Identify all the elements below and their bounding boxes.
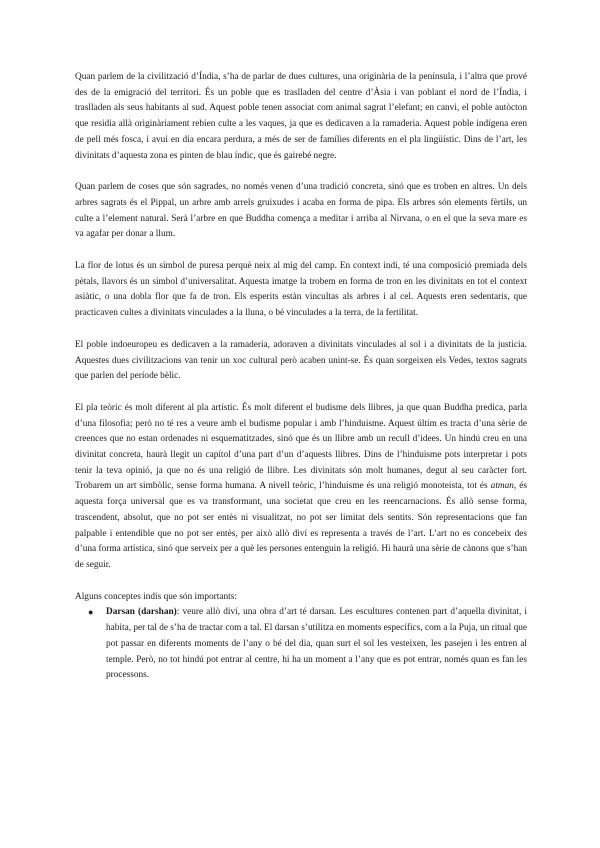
paragraph-text: El pla teòric és molt diferent al pla artístic. És molt diferent el budisme dels llibres, ja que quan Buddha predica, parla d’una filosofia; però no té res a veure amb el budisme popular i amb l’hinduisme. Aquest últim es tracta d’una sèrie de creences que no estan ordenades ni esquematitzades, sinó que és un llibre amb un recull d’idees. Un hindú creu en una divinitat concreta, haurà llegit un capítol d’una part d’un d’aquests llibres. Dins de l’hinduisme pots interpretar i pots tenir la teva opinió, ja que no és una religió de llibre. Les divinitats són molt humanes, degut al seu caràcter fort. Trobarem un art simbòlic, sense forma humana. A nivell teòric, l’hinduisme és una religió monoteista, tot és: [75, 402, 527, 492]
concepts-intro: Alguns conceptes indis que són importants:: [75, 591, 237, 602]
concept-text: : veure allò diví, una obra d’art té darsan. Les escultures contenen part d’aquella divinitat, i habita, per tal de s’ha de tractar com a tal. El darsan s’utilitza en moments específics, com a la Puja, un ritual que pot passar en diferents moments de l’any o bé del dia, quan surt el sol les vesteixen, les pasejen i les entren al temple. Però, no tot hindú pot entrar al centre, hi ha un moment a l’any que es pot entrar, només quan es fan les processons.: [106, 607, 527, 681]
bullet-icon: ●: [88, 607, 94, 618]
concepts-list: [75, 605, 527, 684]
paragraph: La flor de lotus és un símbol de puresa perquè neix al mig del camp. En context indí, té una composició premiada dels pètals, llavors és un símbol d’universalitat. Aquesta imatge la trobem en forma de tron en les divinitats en tot el context asiàtic, o una dobla flor que fa de tron. Els esperits estàn vincultas als arbres i al cel. Aquests eren sedentaris, que practicaven cultes a divinitats vinculades a la lluna, o bé vinculades a la terra, de la fertilitat.: [75, 261, 527, 319]
concept-term: Darsan (darshan): [106, 607, 177, 618]
document-page: [75, 70, 527, 684]
italic-term: atman: [490, 481, 514, 492]
paragraph: Quan parlem de coses que són sagrades, no només venen d’una tradició concreta, sinó que es troben en altres. Un dels arbres sagrats és el Pippal, un arbre amb arrels gruixudes i acaba en forma de pipa. Els arbres són elements fèrtils, un culte a l’element natural. Serà l’arbre en que Buddha comença a meditar i arriba al Nirvana, o en el que la seva mare es va agafar per donar a llum.: [75, 182, 527, 240]
list-item: [75, 605, 527, 684]
paragraph: Quan parlem de la civilització d’Índia, s’ha de parlar de dues cultures, una originària de la península, i l’altra que prové des de la emigració del territori. És un poble que es traslladen del centre d’Àsia i van poblant el nord de l’Índia, i traslladen als seus habitants al sud. Aquest poble tenen associat com animal sagrat l’elefant; en canvi, el poble autòcton que residia allà originàriament rebien culte a les vaques, ja que es dedicaven a la ramaderia. Aquest poble indígena eren de pell més fosca, i avui en dia encara perdura, a més de ser de famílies diferents en el pla lingüístic. Dins de l’art, les divinitats d’aquesta zona es pinten de blau índic, que és gairebé negre.: [75, 72, 527, 161]
paragraph: El poble indoeuropeu es dedicaven a la ramaderia, adoraven a divinitats vinculades al sol i a divinitats de la justicia. Aquestes dues civilitzacions van tenir un xoc cultural però acaben unint-se. És quan sorgeixen els Vedes, textos sagrats que parlen del període bèlic.: [75, 339, 527, 382]
paragraph: [75, 401, 527, 574]
paragraph-text: , és aquesta força universal que es va transformant, una societat que creu en les reencarnacions. És allò sense forma, trascendent, absolut, que no pot ser entès ni visualitzat, no pot ser limitat dels sentits. Són representacions que fan palpable i entendible que no pot ser entès, per això allò diví es representa a través de l’art. L’art no es concebeix des d’una forma artística, sinó que serveix per a què les persones entenguin la religió. Hi haurà una sèrie de cànons que s’han de seguir.: [75, 481, 527, 570]
